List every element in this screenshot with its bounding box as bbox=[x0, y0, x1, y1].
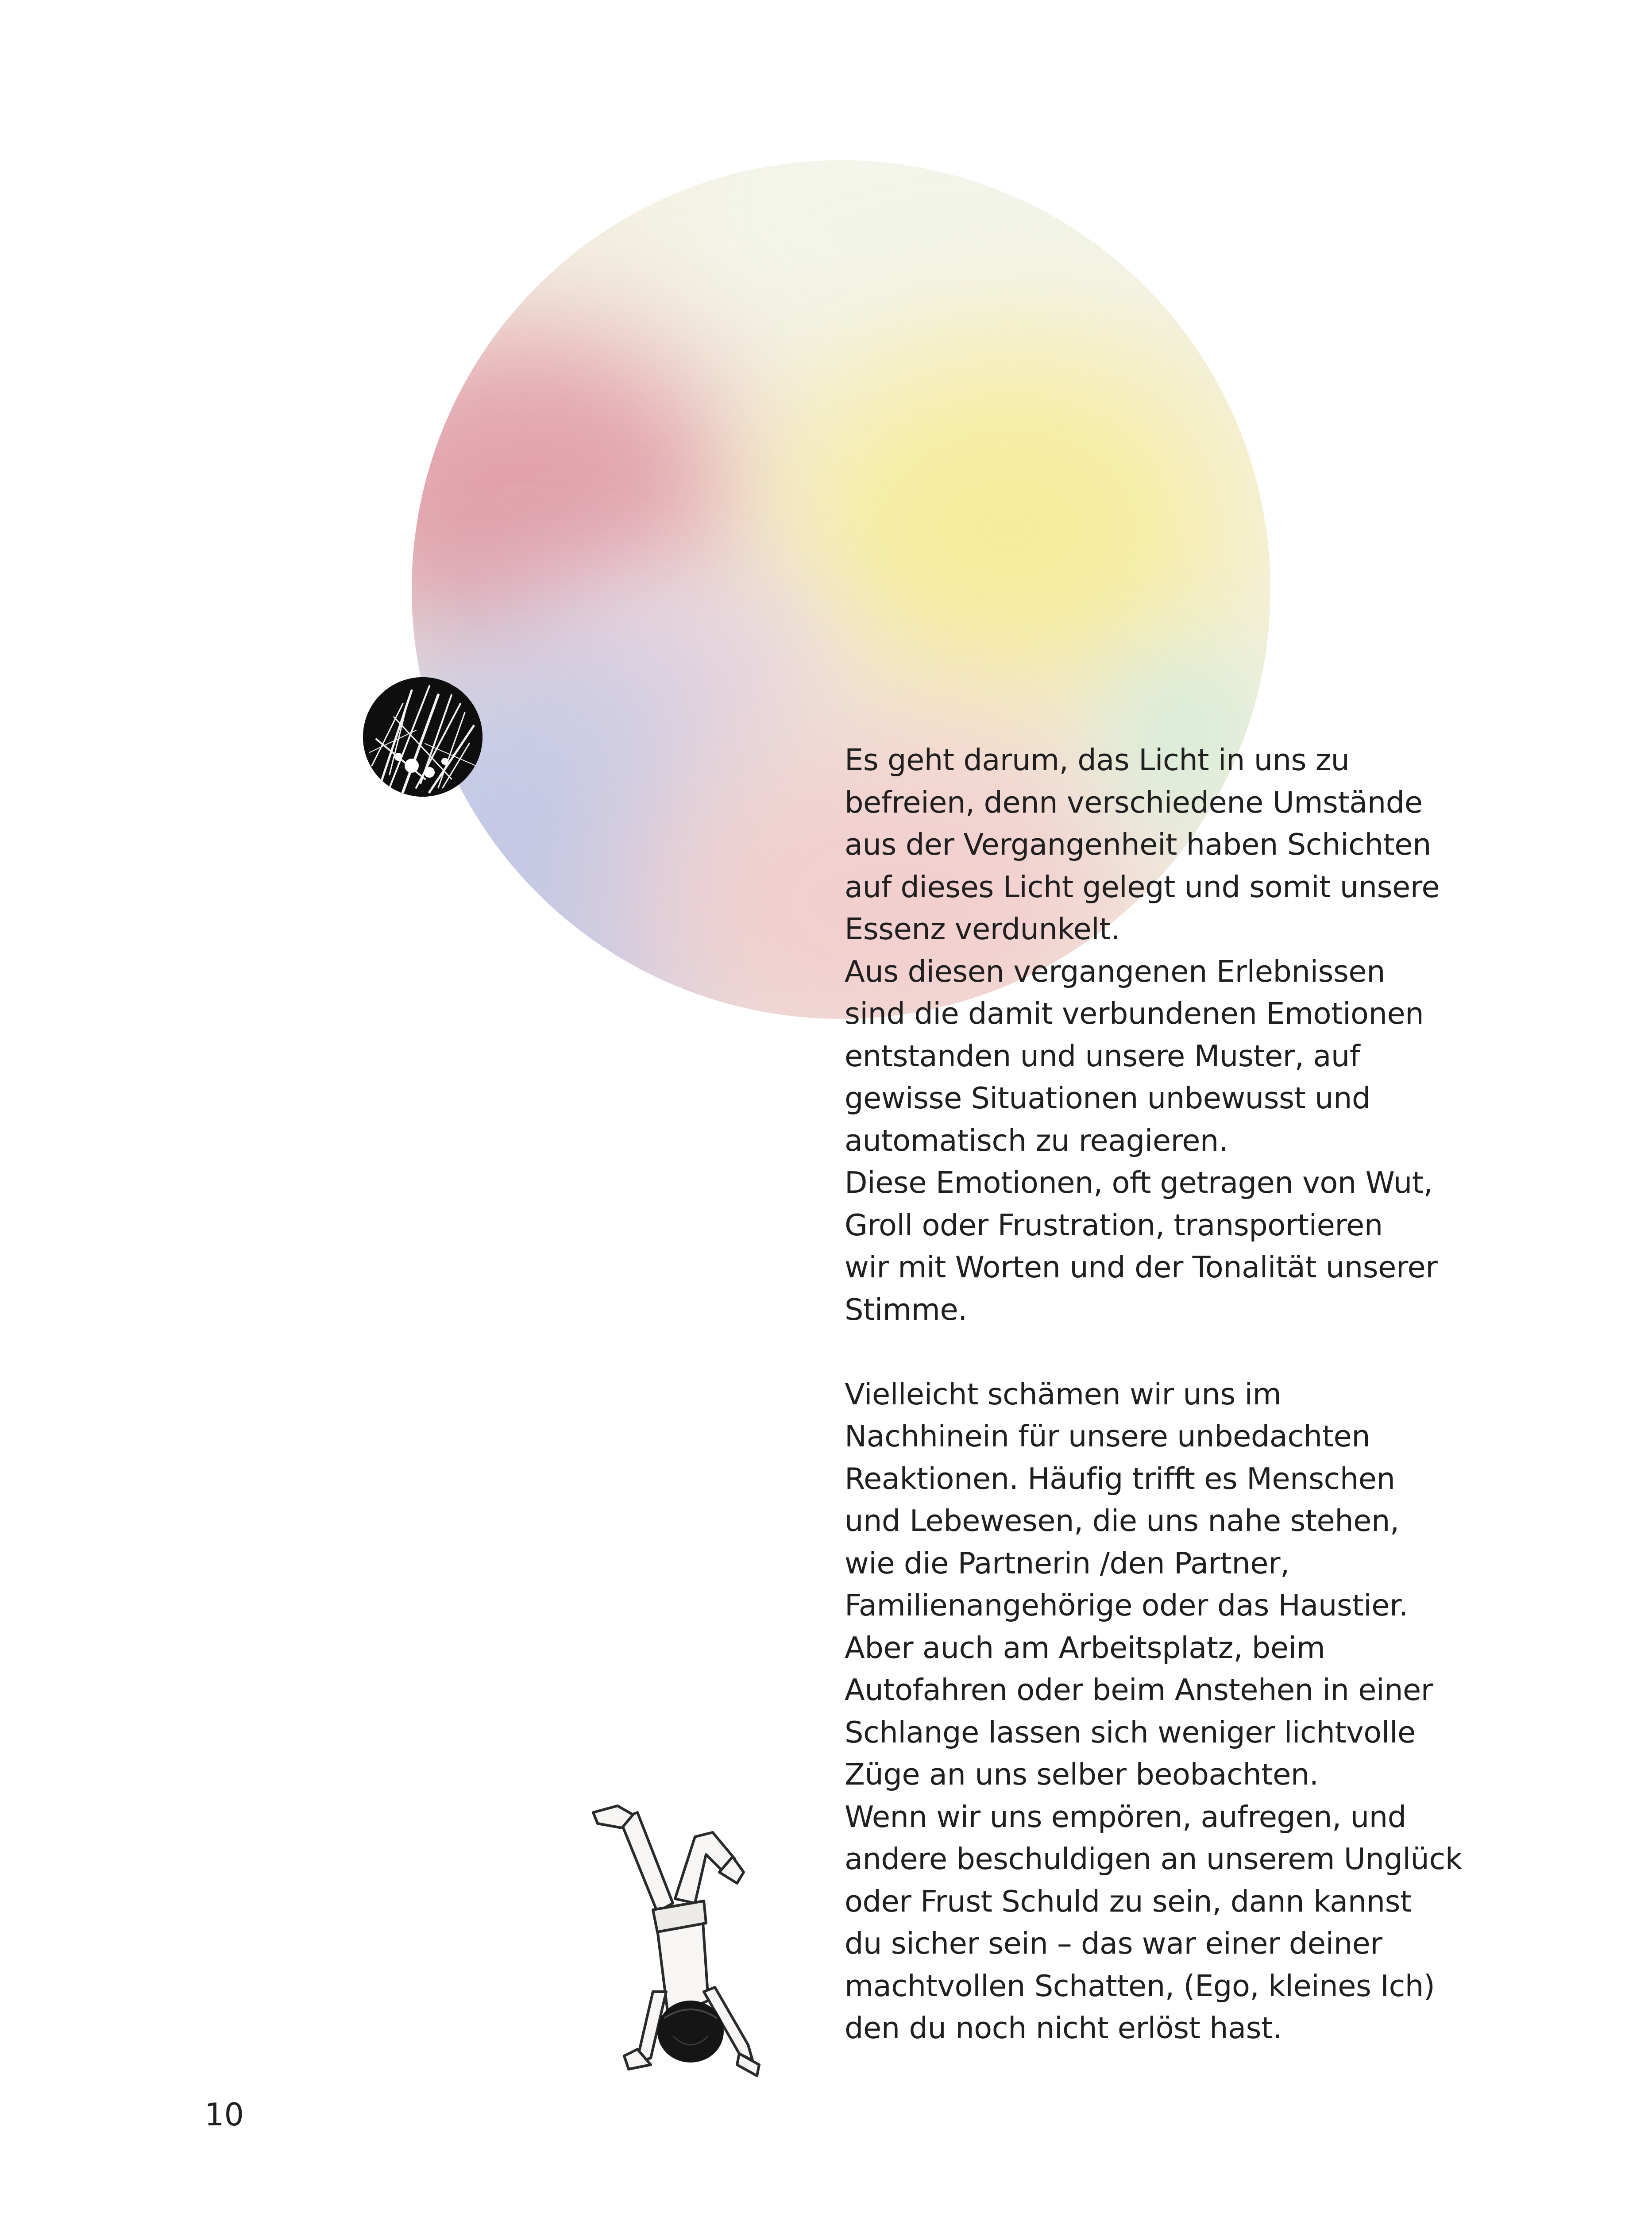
handstand-child-illustration bbox=[562, 1770, 775, 2098]
light-streaks-photo bbox=[363, 677, 482, 797]
paragraph-2: Aus diesen vergangenen Erlebnissen sind die damit verbundenen Emotionen entstanden und unsere Muster, auf gewisse Situationen unbewusst und automatisch zu reagieren. bbox=[845, 954, 1424, 1158]
page-number: 10 bbox=[205, 2097, 244, 2133]
main-body-text bbox=[845, 739, 1571, 2050]
paragraph-gap bbox=[845, 1331, 1571, 1373]
paragraph-1: Es geht darum, das Licht in uns zu befreien, denn verschiedene Umstände aus der Vergangenheit haben Schichten auf dieses Licht gelegt und somit unsere Essenz verdunkelt. bbox=[845, 743, 1440, 946]
paragraph-4: Vielleicht schämen wir uns im Nachhinein für unsere unbedachten Reaktionen. Häufig trifft es Menschen und Lebewesen, die uns nahe stehen, wie die Partnerin /den Partner, Familienangehörige oder das Haustier. Aber auch am Arbeitsplatz, beim Autofahren oder beim Anstehen in einer Schlange lassen sich weniger lichtvolle Züge an uns selber beobachten. bbox=[845, 1376, 1433, 1792]
paragraph-5: Wenn wir uns empören, aufregen, und andere beschuldigen an unserem Unglück oder Frust Schuld zu sein, dann kannst du sicher sein – das war einer deiner machtvollen Schatten, (Ego, kleines Ich) den du noch nicht erlöst hast. bbox=[845, 1799, 1463, 2045]
paragraph-3: Diese Emotionen, oft getragen von Wut, Groll oder Frustration, transportieren wir mit Worten und der Tonalität unserer Stimme. bbox=[845, 1165, 1438, 1327]
